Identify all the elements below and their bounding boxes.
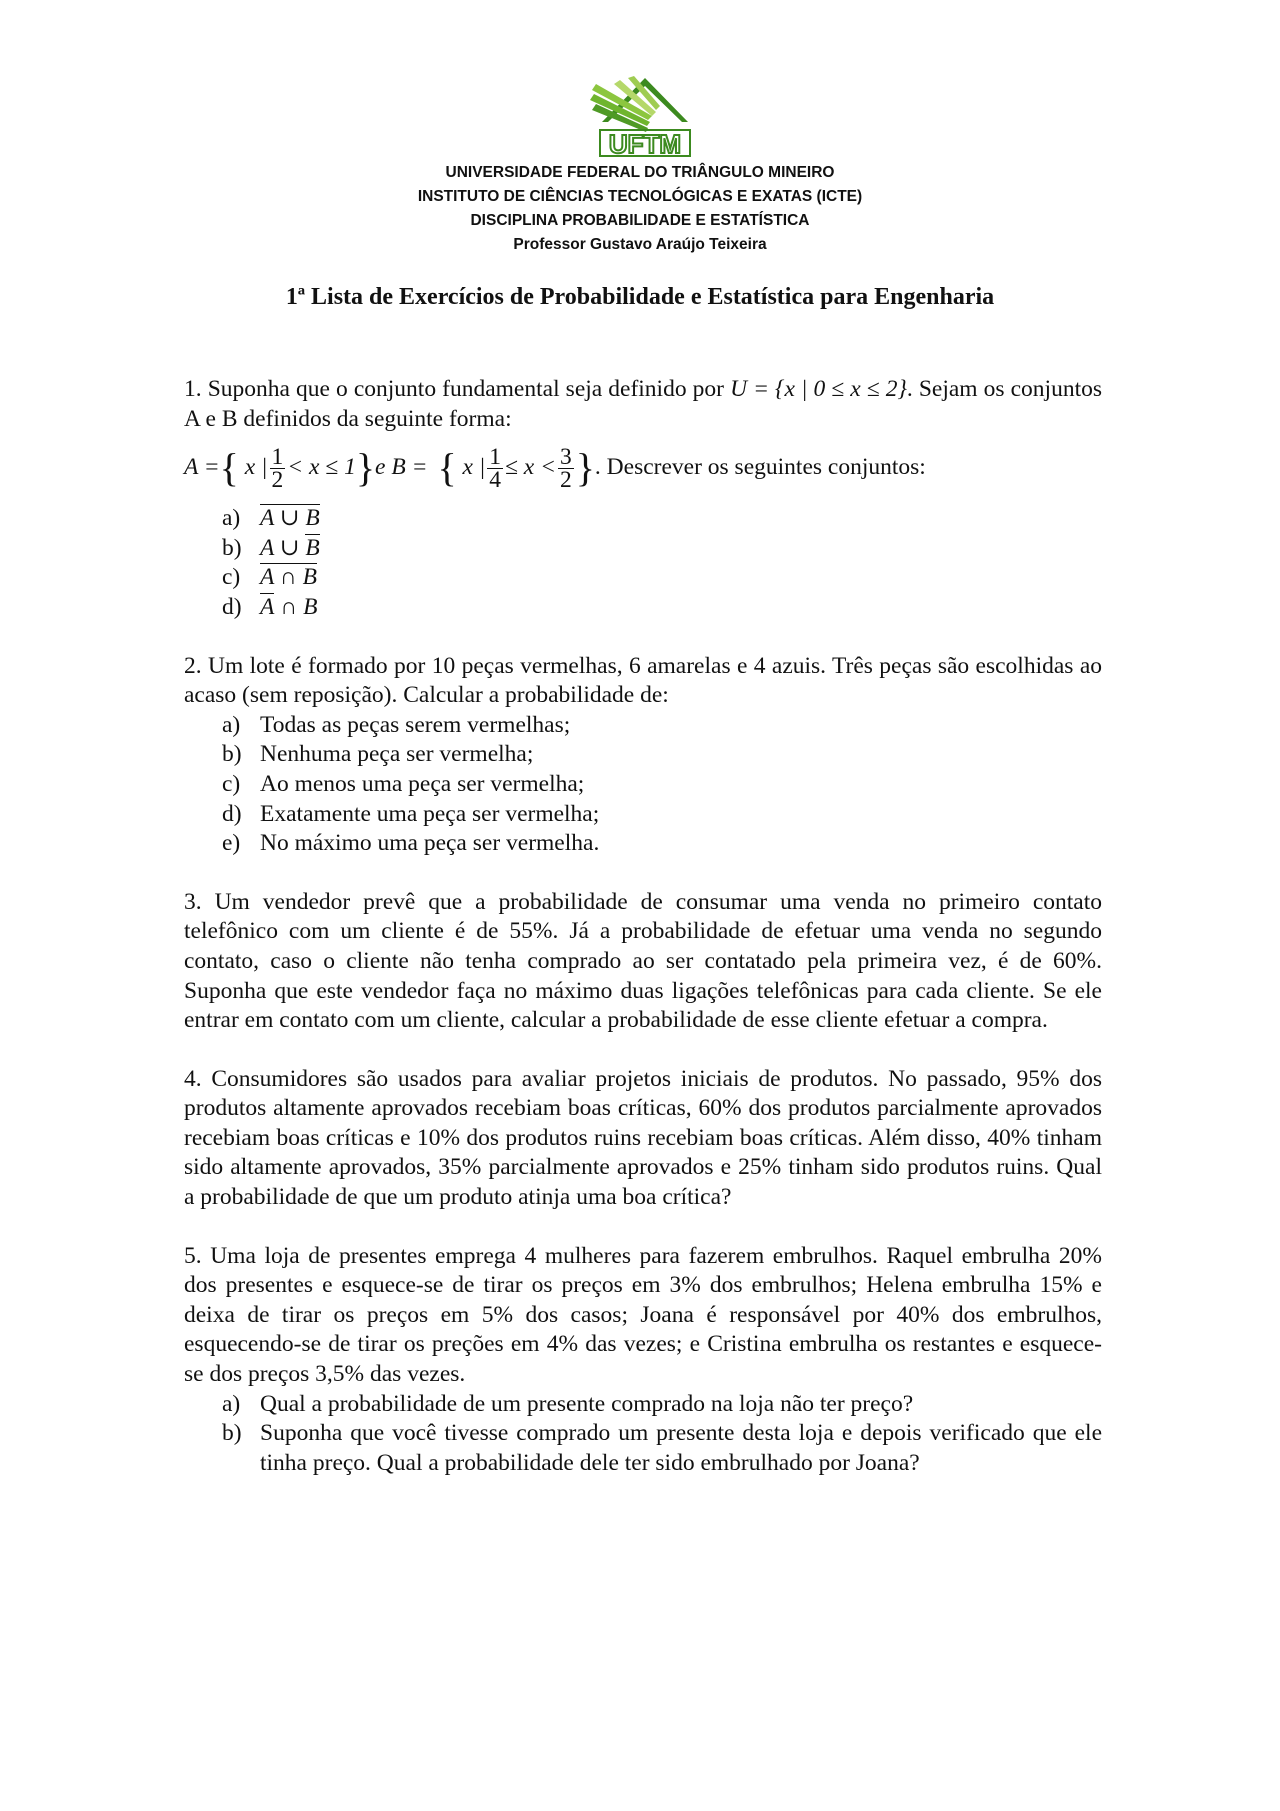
university-name: UNIVERSIDADE FEDERAL DO TRIÂNGULO MINEIRO <box>445 164 835 181</box>
discipline-name: DISCIPLINA PROBABILIDADE E ESTATÍSTICA <box>470 212 810 229</box>
svg-text:UFTM: UFTM <box>608 129 682 159</box>
set-definitions: A = { x | $\frac{1}{2}$ < x ≤ 1 } e B = { x | $\frac{1}{4}$ ≤ x < $\frac{3}{2}$ } . Descrever os seguintes conjuntos: <box>184 443 926 493</box>
professor-name: Professor Gustavo Araújo Teixeira <box>513 236 767 253</box>
question-1-items <box>184 504 1102 622</box>
document-title: 1ª Lista de Exercícios de Probabilidade e Estatística para Engenharia <box>285 284 995 310</box>
list-item: a) Qual a probabilidade de um presente comprado na loja não ter preço? <box>222 1390 914 1417</box>
question-2-text: 2. Um lote é formado por 10 peças vermelhas, 6 amarelas e 4 azuis. Três peças são escolhidas ao acaso (sem reposição). Calcular a probabilidade de: <box>184 652 1102 709</box>
question-3-text: 3. Um vendedor prevê que a probabilidade de consumar uma venda no primeiro contato telefônico com um cliente é de 55%. Já a probabilidade de efetuar uma venda no segundo contato, caso o cliente não tenha comprado ao ser contatado pela primeira vez, é de 60%. Suponha que este vendedor faça no máximo duas ligações telefônicas para cada cliente. Se ele entrar em contato com um cliente, calcular a probabilidade de esse cliente efetuar a compra. <box>184 888 1102 1034</box>
uftm-logo <box>590 76 700 160</box>
institute-name: INSTITUTO DE CIÊNCIAS TECNOLÓGICAS E EXATAS (ICTE) <box>417 188 863 205</box>
fraction-a-low: $\frac{1}{2}$ <box>271 443 284 493</box>
question-3 <box>184 888 1102 1036</box>
fraction-b-high: $\frac{3}{2}$ <box>559 443 572 493</box>
list-item: b) A ∪ B <box>222 534 320 561</box>
list-item: c) Ao menos uma peça ser vermelha; <box>222 770 585 797</box>
list-item: a) Todas as peças serem vermelhas; <box>222 711 571 738</box>
question-4 <box>184 1065 1102 1213</box>
list-item: b) Nenhuma peça ser vermelha; <box>222 741 534 768</box>
list-item: b) Suponha que você tivesse comprado um presente desta loja e depois verificado que ele tinha preço. Qual a probabilidade dele ter sido embrulhado por Joana? <box>222 1420 1102 1476</box>
question-5-items <box>184 1390 1102 1479</box>
question-1 <box>184 375 1102 623</box>
question-2-items <box>184 711 1102 859</box>
question-1-text: 1. Suponha que o conjunto fundamental seja definido por U = {x | 0 ≤ x ≤ 2}. Sejam os conjuntos A e B definidos da seguinte forma: <box>184 376 1102 432</box>
list-item: c) A ∩ B <box>222 564 318 591</box>
question-5-text: 5. Uma loja de presentes emprega 4 mulheres para fazerem embrulhos. Raquel embrulha 20% dos presentes e esquece-se de tirar os preços em 3% dos embrulhos; Helena embrulha 15% e deixa de tirar os preços em 5% dos casos; Joana é responsável por 40% dos embrulhos, esquecendo-se de tirar os preções em 4% das vezes; e Cristina embrulha os restantes e esquece-se dos preços 3,5% das vezes. <box>184 1242 1102 1388</box>
list-item: a) A ∪ B <box>222 505 320 532</box>
list-item: d) A ∩ B <box>222 593 318 620</box>
question-2 <box>184 652 1102 859</box>
institution-header <box>0 161 1280 257</box>
fraction-b-low: $\frac{1}{4}$ <box>489 443 502 493</box>
question-5 <box>184 1242 1102 1479</box>
exercise-list <box>184 375 1102 1507</box>
universe-definition: U = {x | 0 ≤ x ≤ 2} <box>730 376 907 402</box>
question-4-text: 4. Consumidores são usados para avaliar projetos iniciais de produtos. No passado, 95% dos produtos altamente aprovados recebiam boas críticas, 60% dos produtos parcialmente aprovados recebiam boas críticas e 10% dos produtos ruins recebiam boas críticas. Além disso, 40% tinham sido altamente aprovados, 35% parcialmente aprovados e 25% tinham sido produtos ruins. Qual a probabilidade de que um produto atinja uma boa crítica? <box>184 1065 1102 1211</box>
list-item: d) Exatamente uma peça ser vermelha; <box>222 800 600 827</box>
list-item: e) No máximo uma peça ser vermelha. <box>222 830 600 857</box>
